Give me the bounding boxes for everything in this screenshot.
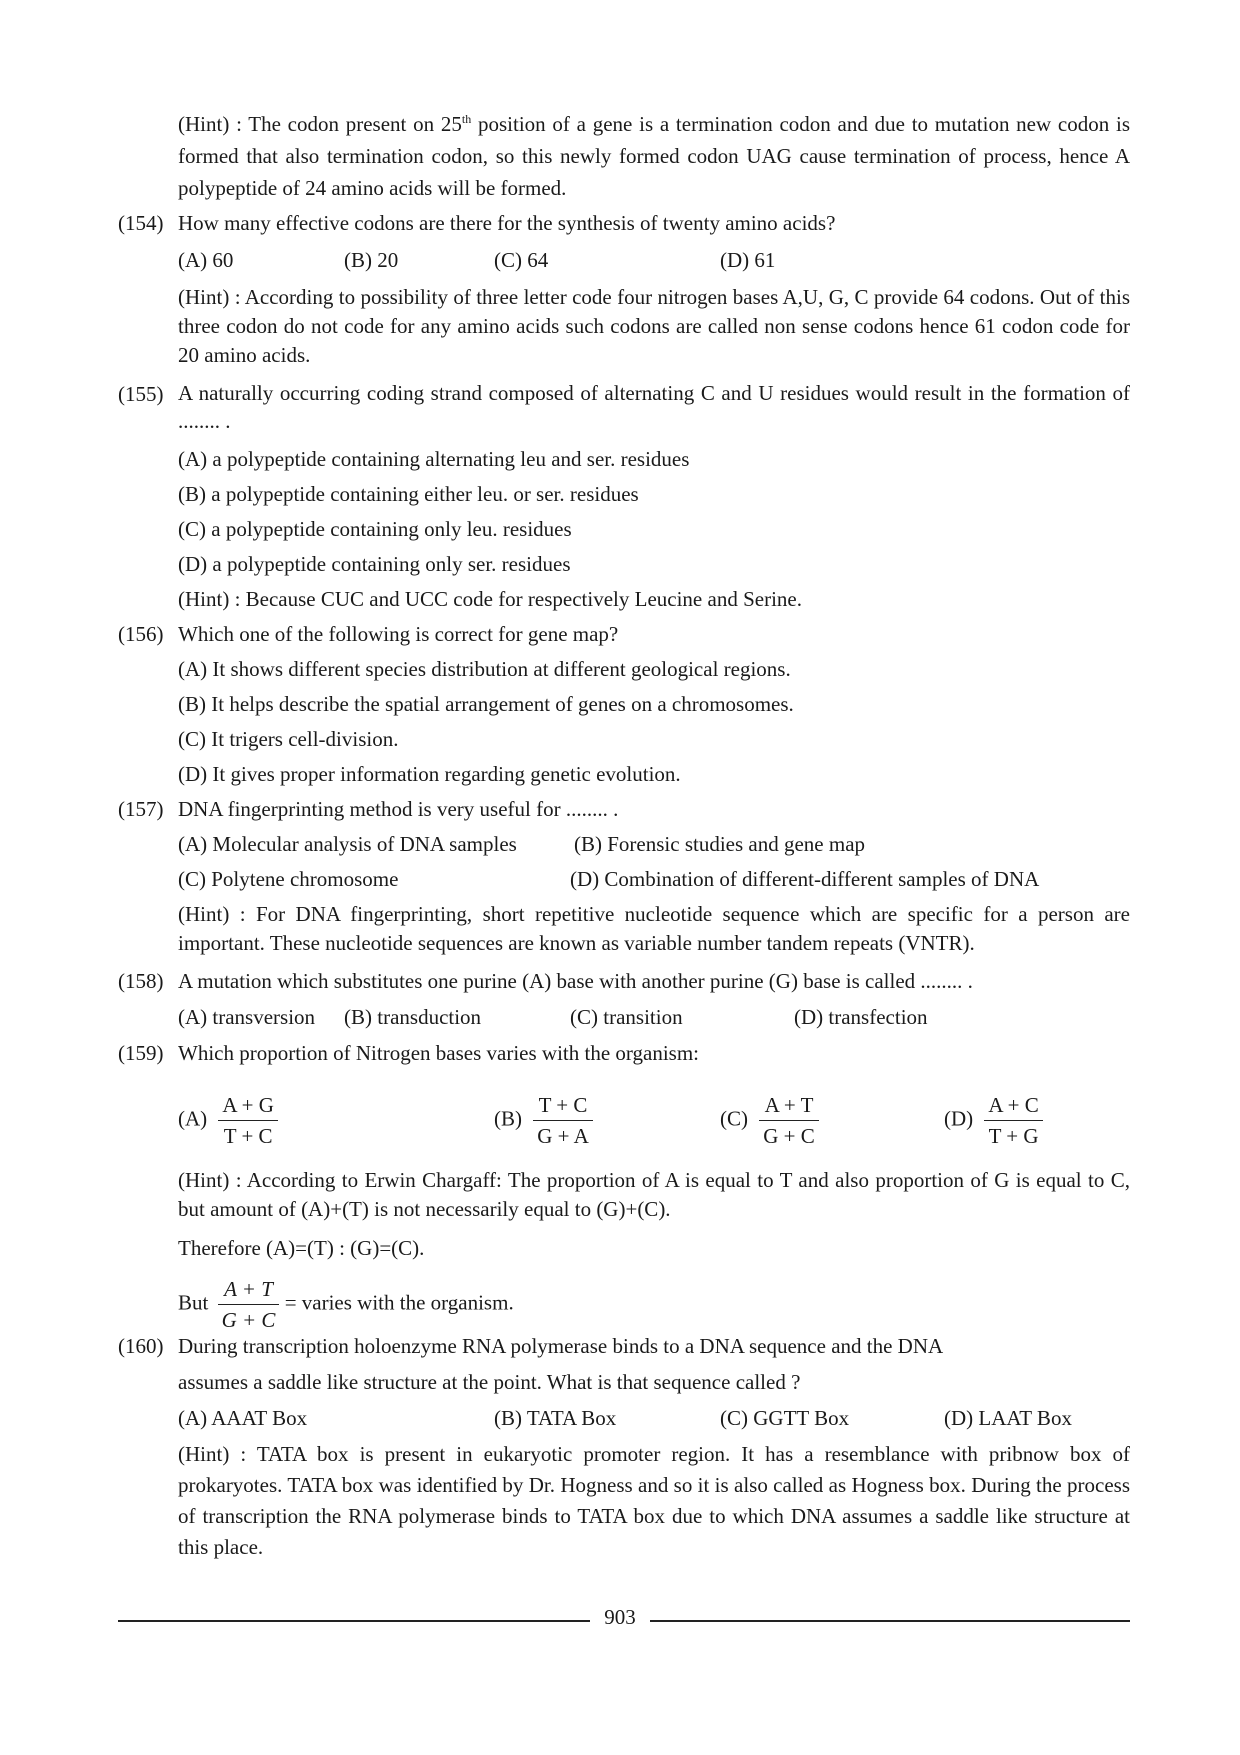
but-rest: = varies with the organism. <box>284 1290 514 1315</box>
option-label: (A) <box>178 1106 208 1131</box>
option-c: (C) GGTT Box <box>720 1406 850 1430</box>
option-a: (A) It shows different species distribution at different geological regions. <box>178 657 791 681</box>
option-c: (C) 64 <box>494 248 549 272</box>
hint-153-rest: position of a gene is a termination codon and due to mutation new codon is formed that also termination codon, so this newly formed codon UAG cause termination of process, hence A polypeptide of 24 amino acids will be formed. <box>178 112 1130 200</box>
option-c: (C) transition <box>570 1005 683 1029</box>
question-number: (159) <box>118 1041 164 1065</box>
footer-rule-right <box>650 1620 1130 1622</box>
option-a: (A) AAAT Box <box>178 1406 308 1430</box>
hint-157: (Hint) : For DNA fingerprinting, short repetitive nucleotide sequence which are specific for a person are important. These nucleotide sequences are known as variable number tandem repeats (VNTR). <box>178 902 1130 955</box>
option-label: (D) <box>944 1106 974 1131</box>
question-number: (158) <box>118 969 164 993</box>
question-text: How many effective codons are there for the synthesis of twenty amino acids? <box>178 211 836 235</box>
option-d: (D) transfection <box>794 1005 928 1029</box>
option-d: (D) Combination of different-different samples of DNA <box>570 867 1040 891</box>
denominator: T + C <box>223 1124 273 1148</box>
option-d <box>944 1090 1043 1151</box>
option-label: (C) <box>720 1106 748 1131</box>
denominator: G + C <box>763 1124 815 1148</box>
but-label: But <box>178 1290 209 1315</box>
footer-rule-left <box>118 1620 590 1622</box>
fraction <box>984 1090 1042 1151</box>
fraction <box>533 1090 593 1151</box>
fraction <box>218 1274 280 1335</box>
option-b: (B) 20 <box>344 248 399 272</box>
fraction <box>759 1090 819 1151</box>
option-a <box>178 1090 278 1151</box>
hint-153 <box>178 108 1130 204</box>
question-text: Which proportion of Nitrogen bases varies with the organism: <box>178 1041 700 1065</box>
question-text: A naturally occurring coding strand composed of alternating C and U residues would result in the formation of ........ . <box>178 381 1130 433</box>
question-text: Which one of the following is correct for gene map? <box>178 622 619 646</box>
question-text: A mutation which substitutes one purine (A) base with another purine (G) base is called ........ . <box>178 969 973 993</box>
option-b: (B) Forensic studies and gene map <box>574 832 866 856</box>
hint-160: (Hint) : TATA box is present in eukaryotic promoter region. It has a resemblance with pribnow box of prokaryotes. TATA box was identified by Dr. Hogness and so it is also called as Hogness box. During the process of transcription the RNA polymerase binds to TATA box due to which DNA assumes a saddle like structure at this place. <box>178 1442 1130 1559</box>
option-d: (D) LAAT Box <box>944 1406 1072 1430</box>
numerator: A + G <box>218 1090 278 1121</box>
question-text-line1: During transcription holoenzyme RNA polymerase binds to a DNA sequence and the DNA <box>178 1334 944 1358</box>
option-d: (D) a polypeptide containing only ser. residues <box>178 552 571 576</box>
option-b: (B) a polypeptide containing either leu. or ser. residues <box>178 482 639 506</box>
denominator: G + A <box>537 1124 589 1148</box>
question-number: (156) <box>118 622 164 646</box>
hint-155: (Hint) : Because CUC and UCC code for respectively Leucine and Serine. <box>178 587 802 611</box>
question-text-line2: assumes a saddle like structure at the point. What is that sequence called ? <box>178 1370 801 1394</box>
option-a: (A) a polypeptide containing alternating leu and ser. residues <box>178 447 690 471</box>
option-b: (B) It helps describe the spatial arrangement of genes on a chromosomes. <box>178 692 794 716</box>
numerator: A + C <box>984 1090 1042 1121</box>
hint-154: (Hint) : According to possibility of three letter code four nitrogen bases A,U, G, C provide 64 codons. Out of this three codon do not code for any amino acids such codons are called non sense codons hence 61 codon code for 20 amino acids. <box>178 285 1130 367</box>
hint-153-sup: th <box>461 112 472 126</box>
option-c: (C) Polytene chromosome <box>178 867 399 891</box>
question-number: (160) <box>118 1334 164 1358</box>
option-c <box>720 1090 819 1151</box>
page-number: 903 <box>604 1605 636 1629</box>
question-number: (154) <box>118 211 164 235</box>
therefore-line: Therefore (A)=(T) : (G)=(C). <box>178 1236 425 1260</box>
option-a: (A) Molecular analysis of DNA samples <box>178 832 517 856</box>
numerator: A + T <box>218 1274 280 1305</box>
option-c: (C) It trigers cell-division. <box>178 727 399 751</box>
option-c: (C) a polypeptide containing only leu. residues <box>178 517 572 541</box>
hint-153-text: (Hint) : The codon present on 25 <box>178 112 462 136</box>
question-text: DNA fingerprinting method is very useful for ........ . <box>178 797 619 821</box>
option-b: (B) TATA Box <box>494 1406 617 1430</box>
denominator: T + G <box>988 1124 1039 1148</box>
question-number: (157) <box>118 797 164 821</box>
hint-159: (Hint) : According to Erwin Chargaff: The proportion of A is equal to T and also proportion of G is equal to C, but amount of (A)+(T) is not necessarily equal to (G)+(C). <box>178 1168 1130 1221</box>
question-number: (155) <box>118 382 164 406</box>
option-label: (B) <box>494 1106 522 1131</box>
but-line <box>178 1274 514 1335</box>
option-a: (A) transversion <box>178 1005 316 1029</box>
option-d: (D) 61 <box>720 248 776 272</box>
option-a: (A) 60 <box>178 248 234 272</box>
denominator: G + C <box>221 1308 276 1332</box>
option-b: (B) transduction <box>344 1005 482 1029</box>
fraction <box>218 1090 278 1151</box>
option-b <box>494 1090 593 1151</box>
option-d: (D) It gives proper information regarding genetic evolution. <box>178 762 681 786</box>
numerator: T + C <box>533 1090 593 1121</box>
numerator: A + T <box>759 1090 819 1121</box>
